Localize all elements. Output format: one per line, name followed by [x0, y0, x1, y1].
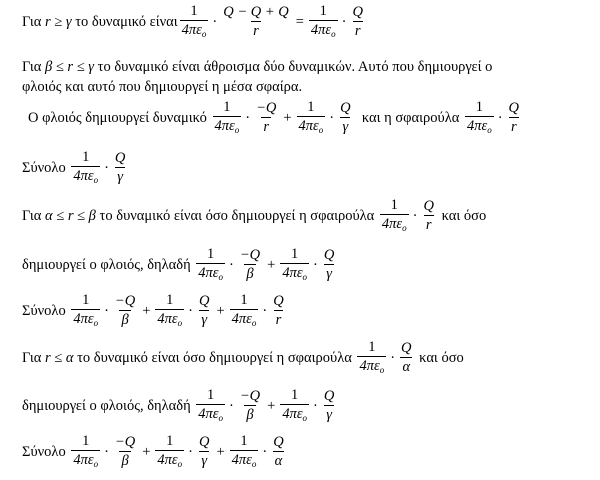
fraction: $\frac{1}{4\pi\varepsilon_o}$	[181, 3, 207, 40]
equation-line-10: δημιουργεί ο φλοιός, δηλαδή $\frac{1}{4\pi\varepsilon_o}$ · $\frac{-Q}{\beta}$ + $\frac{1}{4\pi\varepsilon_o}$ · $\frac{Q}{\gamma}$	[22, 387, 335, 424]
line-text: Για	[22, 13, 42, 30]
fraction: $\frac{Q}{\gamma}$	[323, 387, 335, 423]
text-line-3	[22, 78, 302, 96]
fraction: $\frac{Q}{\gamma}$	[198, 433, 210, 469]
line-text: το δυναμικό είναι	[75, 13, 178, 30]
fraction: $\frac{Q - Q + Q}{r}$	[223, 3, 289, 39]
fraction: $\frac{1}{4\pi\varepsilon_o}$	[214, 99, 240, 136]
line-text: Σύνολο	[22, 302, 66, 319]
equation-line-8: Σύνολο $\frac{1}{4\pi\varepsilon_o}$ · $\frac{-Q}{\beta}$ + $\frac{1}{4\pi\varepsilon_o}$ · $\frac{Q}{\gamma}$ + $\frac{1}{4\pi\varepsilon_o}$ · $\frac{Q}{r}$	[22, 292, 284, 329]
line-text: το δυναμικό είναι άθροισμα δύο δυναμικών. Αυτό που δημιουργεί ο	[97, 59, 493, 75]
fraction: $\frac{-Q}{\beta}$	[114, 433, 136, 469]
fraction: $\frac{1}{4\pi\varepsilon_o}$	[73, 292, 99, 329]
fraction: $\frac{1}{4\pi\varepsilon_o}$	[73, 433, 99, 470]
equation-line-4: Ο φλοιός δημιουργεί δυναμικό $\frac{1}{4\pi\varepsilon_o}$ · $\frac{-Q}{r}$ + $\frac{1}{4\pi\varepsilon_o}$ · $\frac{Q}{\gamma}$ και η σφαιρούλα $\frac{1}{4\pi\varepsilon_o}$ · $\frac{Q}{r}$	[28, 99, 520, 136]
fraction: $\frac{-Q}{\beta}$	[239, 246, 261, 282]
fraction: $\frac{Q}{r}$	[273, 292, 284, 328]
line-text: Σύνολο	[22, 443, 66, 460]
line-text: το δυναμικό είναι όσο δημιουργεί η σφαιρούλα	[77, 349, 352, 366]
fraction: $\frac{Q}{r}$	[423, 197, 434, 233]
fraction: $\frac{1}{4\pi\varepsilon_o}$	[466, 99, 492, 136]
condition: α ≤ r ≤ β	[45, 207, 96, 224]
line-text: δημιουργεί ο φλοιός, δηλαδή	[22, 397, 191, 414]
equation-line-7: δημιουργεί ο φλοιός, δηλαδή $\frac{1}{4\pi\varepsilon_o}$ · $\frac{-Q}{\beta}$ + $\frac{1}{4\pi\varepsilon_o}$ · $\frac{Q}{\gamma}$	[22, 246, 335, 283]
fraction: $\frac{1}{4\pi\varepsilon_o}$	[282, 387, 308, 424]
line-text: φλοιός και αυτό που δημιουργεί η μέσα σφαίρα.	[22, 79, 303, 95]
fraction: $\frac{Q}{\alpha}$	[273, 433, 284, 469]
fraction: $\frac{Q}{\gamma}$	[323, 246, 335, 282]
line-text: Ο φλοιός δημιουργεί δυναμικό	[28, 109, 207, 126]
fraction: $\frac{1}{4\pi\varepsilon_o}$	[231, 292, 257, 329]
line-text: και όσο	[419, 349, 464, 366]
fraction: $\frac{1}{4\pi\varepsilon_o}$	[73, 149, 99, 186]
fraction: $\frac{Q}{r}$	[508, 99, 520, 135]
condition: r ≤ α	[45, 349, 74, 366]
fraction: $\frac{1}{4\pi\varepsilon_o}$	[198, 246, 224, 283]
fraction: $\frac{Q}{\alpha}$	[401, 339, 412, 375]
line-text: Σύνολο	[22, 159, 66, 176]
equation-line-9: Για r ≤ α το δυναμικό είναι όσο δημιουργεί η σφαιρούλα $\frac{1}{4\pi\varepsilon_o}$ · $\frac{Q}{\alpha}$ και όσο	[22, 339, 464, 376]
condition: r ≥ γ	[45, 13, 72, 30]
fraction: $\frac{-Q}{r}$	[256, 99, 277, 135]
fraction: $\frac{1}{4\pi\varepsilon_o}$	[310, 3, 336, 40]
fraction: $\frac{1}{4\pi\varepsilon_o}$	[298, 99, 324, 136]
line-text: το δυναμικό είναι όσο δημιουργεί η σφαιρούλα	[99, 207, 375, 224]
fraction: $\frac{Q}{\gamma}$	[114, 149, 126, 185]
fraction: $\frac{Q}{\gamma}$	[340, 99, 351, 135]
fraction: $\frac{Q}{\gamma}$	[198, 292, 210, 328]
fraction: $\frac{1}{4\pi\varepsilon_o}$	[198, 387, 224, 424]
equation-line-5: Σύνολο $\frac{1}{4\pi\varepsilon_o}$ · $\frac{Q}{\gamma}$	[22, 149, 126, 186]
line-text: και όσο	[441, 207, 487, 224]
line-text: Για	[22, 349, 42, 366]
text-line-2	[22, 58, 492, 76]
equation-line-1: Για r ≥ γ το δυναμικό είναι $\frac{1}{4\pi\varepsilon_o}$ · $\frac{Q - Q + Q}{r}$ = $\frac{1}{4\pi\varepsilon_o}$ · $\frac{Q}{r}$	[22, 3, 363, 40]
fraction: $\frac{Q}{r}$	[352, 3, 363, 39]
fraction: $\frac{1}{4\pi\varepsilon_o}$	[157, 292, 183, 329]
fraction: $\frac{1}{4\pi\varepsilon_o}$	[157, 433, 183, 470]
line-text: και η σφαιρούλα	[361, 109, 460, 126]
line-text: Για	[22, 59, 42, 75]
fraction: $\frac{1}{4\pi\varepsilon_o}$	[282, 246, 308, 283]
fraction: $\frac{-Q}{\beta}$	[239, 387, 261, 423]
fraction: $\frac{-Q}{\beta}$	[114, 292, 136, 328]
condition: β ≤ r ≤ γ	[45, 59, 94, 75]
fraction: $\frac{1}{4\pi\varepsilon_o}$	[381, 197, 407, 234]
line-text: δημιουργεί ο φλοιός, δηλαδή	[22, 256, 191, 273]
equation-line-6: Για α ≤ r ≤ β το δυναμικό είναι όσο δημιουργεί η σφαιρούλα $\frac{1}{4\pi\varepsilon_o}$ · $\frac{Q}{r}$ και όσο	[22, 197, 487, 234]
line-text: Για	[22, 207, 42, 224]
fraction: $\frac{1}{4\pi\varepsilon_o}$	[231, 433, 257, 470]
fraction: $\frac{1}{4\pi\varepsilon_o}$	[359, 339, 385, 376]
equation-line-11: Σύνολο $\frac{1}{4\pi\varepsilon_o}$ · $\frac{-Q}{\beta}$ + $\frac{1}{4\pi\varepsilon_o}$ · $\frac{Q}{\gamma}$ + $\frac{1}{4\pi\varepsilon_o}$ · $\frac{Q}{\alpha}$	[22, 433, 284, 470]
